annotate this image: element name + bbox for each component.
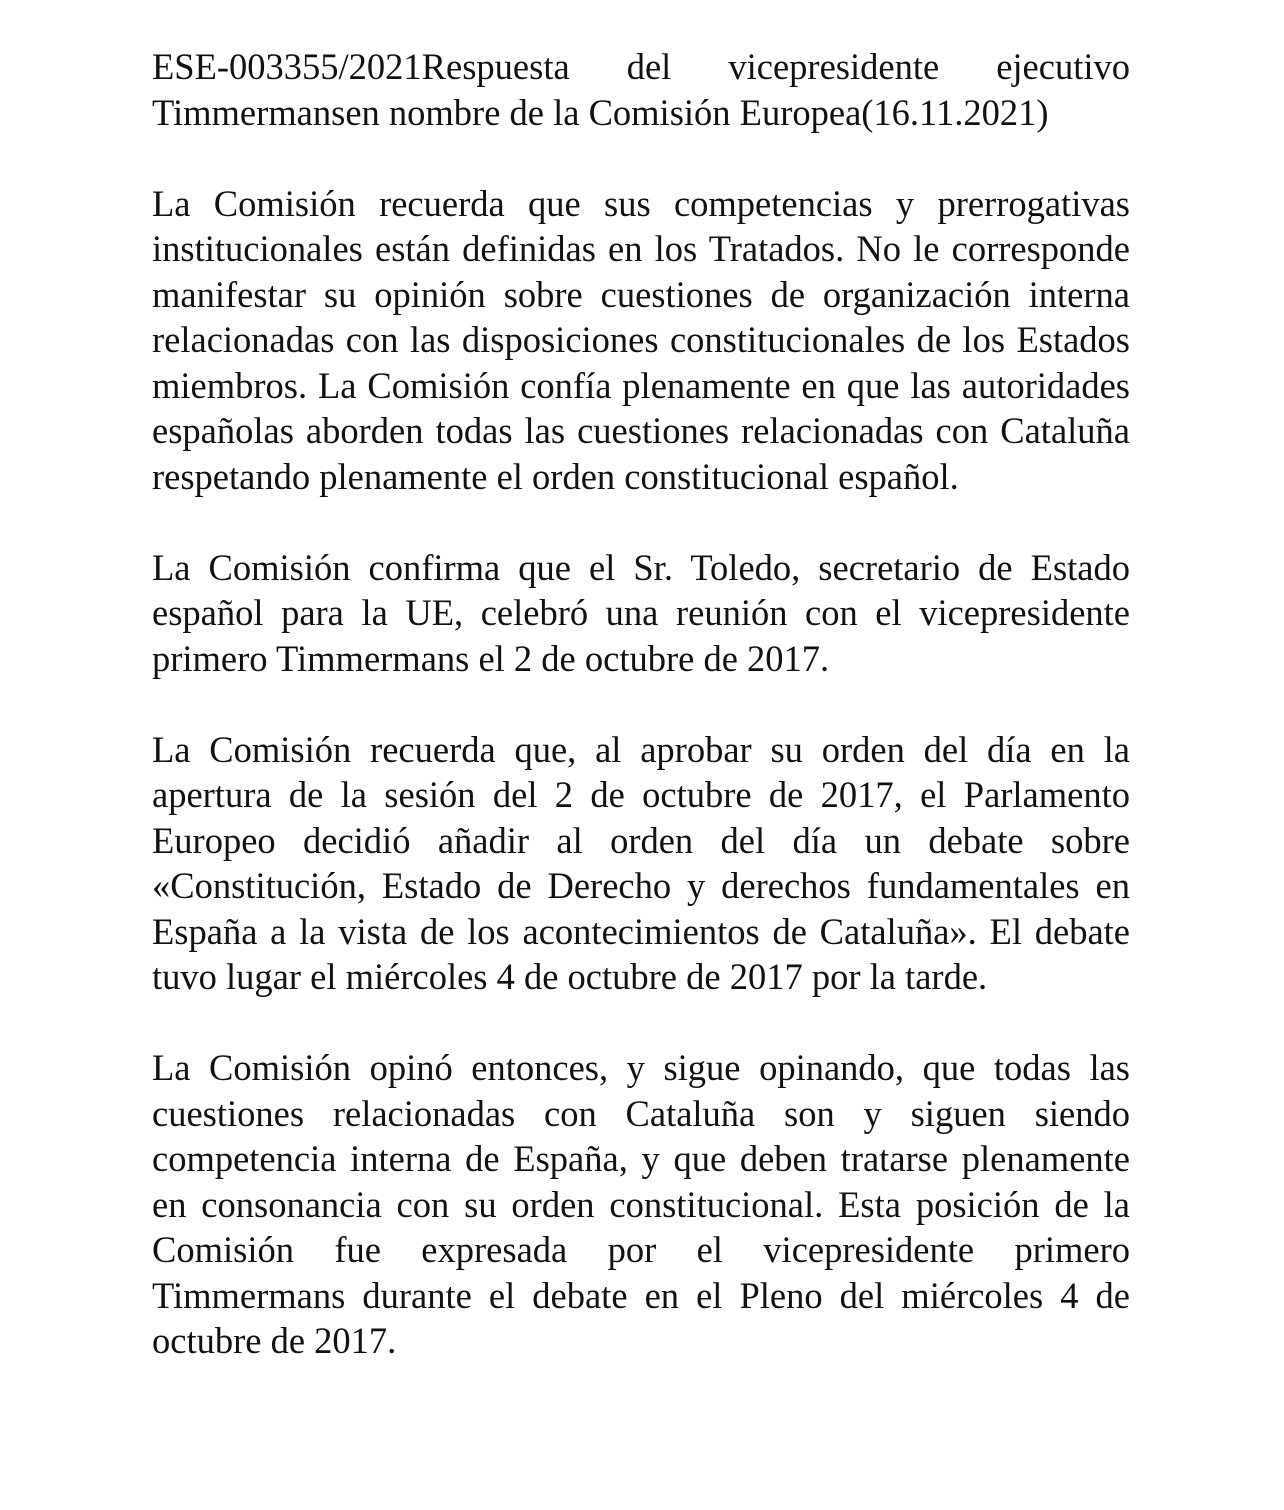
paragraph-posicion: La Comisión opinó entonces, y sigue opinando, que todas las cuestiones relacionadas con Cataluña son y siguen siendo competencia interna de España, y que deben tratarse plenamente en consonancia con su orden constitucional. Esta posición de la Comisión fue expresada por el vicepresidente primero Timmermans durante el debate en el Pleno del miércoles 4 de octubre de 2017.: [152, 1047, 1130, 1361]
paragraph-reunion: La Comisión confirma que el Sr. Toledo, secretario de Estado español para la UE, celebró una reunión con el vicepresidente primero Timmermans el 2 de octubre de 2017.: [152, 546, 1130, 679]
document-body: [152, 44, 1130, 1364]
paragraph-competencias: La Comisión recuerda que sus competencias y prerrogativas institucionales están definidas en los Tratados. No le corresponde manifestar su opinión sobre cuestiones de organización interna relacionadas con las disposiciones constitucionales de los Estados miembros. La Comisión confía plenamente en que las autoridades españolas aborden todas las cuestiones relacionadas con Cataluña respetando plenamente el orden constitucional español.: [152, 182, 1130, 497]
paragraph-debate: La Comisión recuerda que, al aprobar su orden del día en la apertura de la sesión del 2 de octubre de 2017, el Parlamento Europeo decidió añadir al orden del día un debate sobre «Constitución, Estado de Derecho y derechos fundamentales en España a la vista de los acontecimientos de Cataluña». El debate tuvo lugar el miércoles 4 de octubre de 2017 por la tarde.: [152, 728, 1130, 997]
document-heading: ESE-003355/2021Respuesta del vicepresidente ejecutivo Timmermansen nombre de la Comisión Europea(16.11.2021): [152, 46, 1130, 133]
